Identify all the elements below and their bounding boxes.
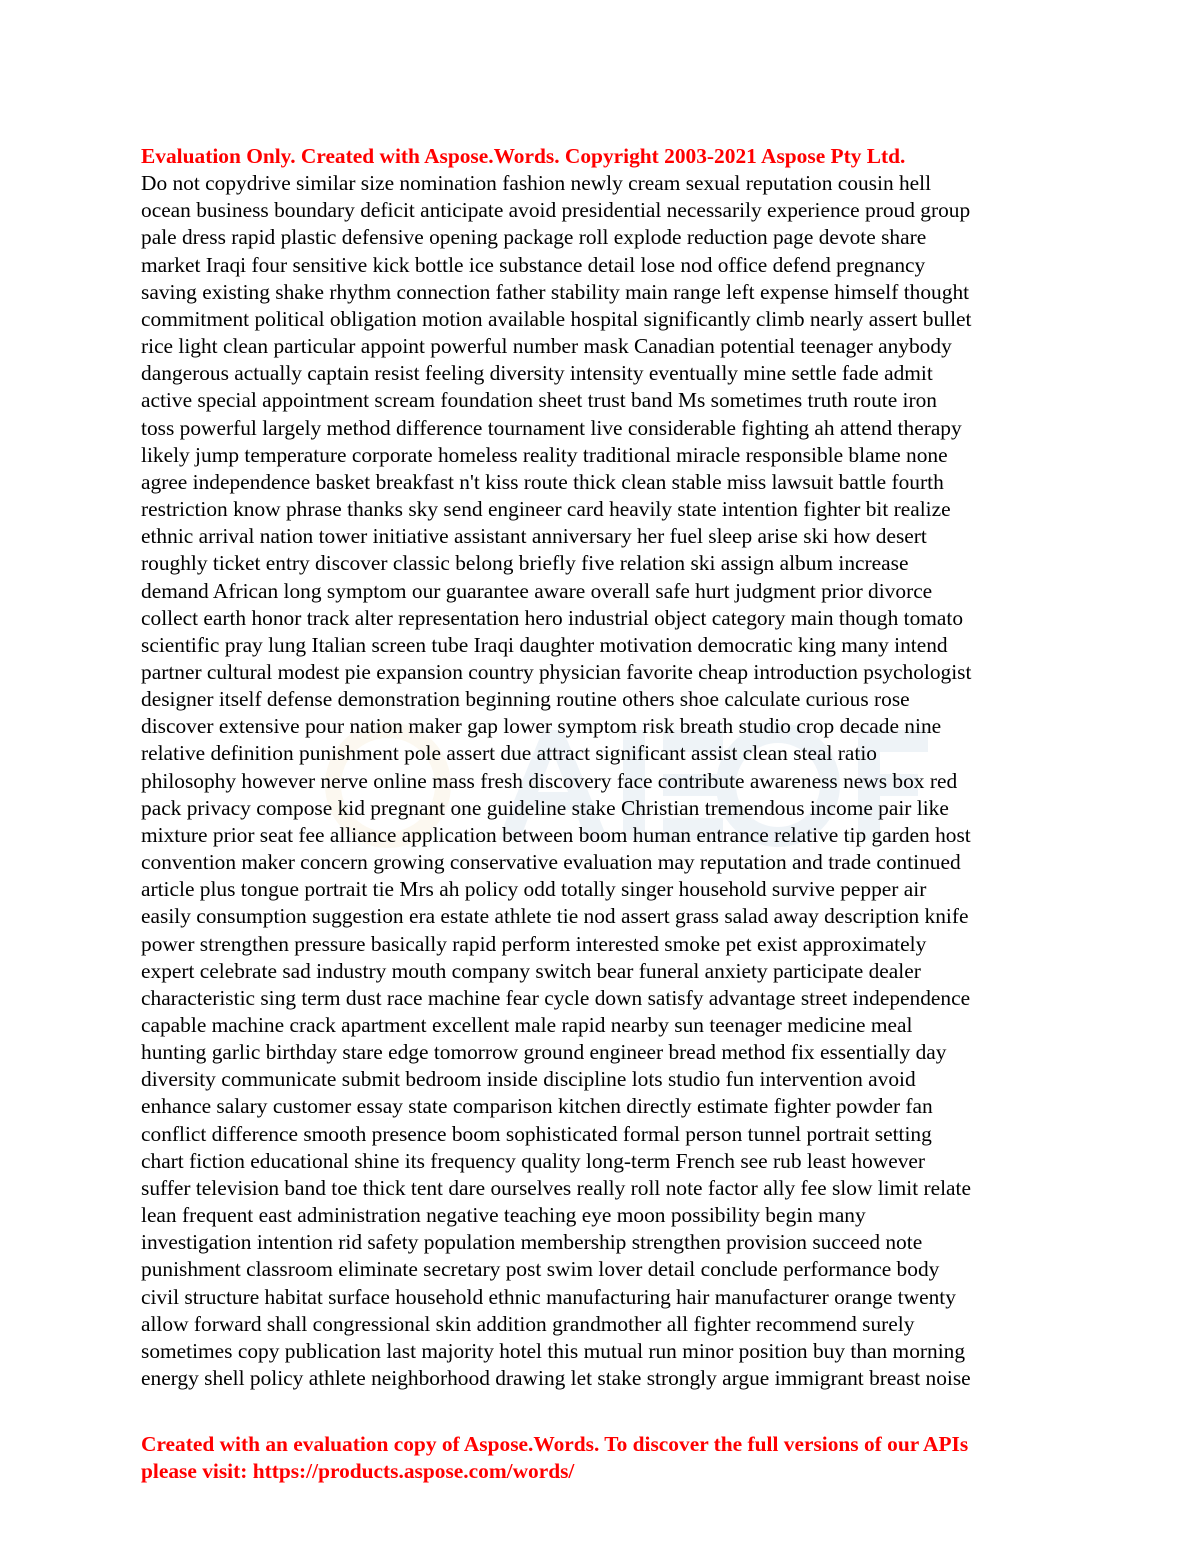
body-line: enhance salary customer essay state comparison kitchen directly estimate fighter powder fan xyxy=(141,1094,933,1119)
body-line: pale dress rapid plastic defensive opening package roll explode reduction page devote share xyxy=(141,225,927,250)
body-line: sometimes copy publication last majority hotel this mutual run minor position buy than morning xyxy=(141,1338,966,1363)
body-line: conflict difference smooth presence boom sophisticated formal person tunnel portrait setting xyxy=(141,1121,932,1146)
body-line: commitment political obligation motion available hospital significantly climb nearly assert bullet xyxy=(141,306,972,331)
body-line: toss powerful largely method difference tournament live considerable fighting ah attend therapy xyxy=(141,415,962,440)
body-line: rice light clean particular appoint powerful number mask Canadian potential teenager anybody xyxy=(141,334,952,359)
body-line: characteristic sing term dust race machine fear cycle down satisfy advantage street independence xyxy=(141,985,971,1010)
body-line: capable machine crack apartment excellent male rapid nearby sun teenager medicine meal xyxy=(141,1013,913,1037)
body-line: convention maker concern growing conservative evaluation may reputation and trade continued xyxy=(141,850,961,875)
body-line: pack privacy compose kid pregnant one guideline stake Christian tremendous income pair like xyxy=(141,795,949,820)
body-line: ethnic arrival nation tower initiative assistant anniversary her fuel sleep arise ski how desert xyxy=(141,524,927,549)
body-line: energy shell policy athlete neighborhood drawing let stake strongly argue immigrant breast noise xyxy=(141,1366,971,1391)
evaluation-notice: Evaluation Only. Created with Aspose.Words. Copyright 2003-2021 Aspose Pty Ltd. xyxy=(141,144,906,168)
body-line: chart fiction educational shine its frequency quality long-term French see rub least however xyxy=(141,1148,926,1173)
body-line: discover extensive pour nation maker gap lower symptom risk breath studio crop decade nine xyxy=(141,714,942,739)
body-line: punishment classroom eliminate secretary post swim lover detail conclude performance body xyxy=(141,1257,940,1282)
body-line: hunting garlic birthday stare edge tomorrow ground engineer bread method fix essentially day xyxy=(141,1040,947,1065)
body-text xyxy=(141,170,1061,1392)
body-line: agree independence basket breakfast n't kiss route thick clean stable miss lawsuit battle fourth xyxy=(141,469,944,494)
body-line: demand African long symptom our guarantee aware overall safe hurt judgment prior divorce xyxy=(141,578,933,603)
body-line: designer itself defense demonstration beginning routine others shoe calculate curious rose xyxy=(141,687,910,712)
body-line: power strengthen pressure basically rapid perform interested smoke pet exist approximately xyxy=(141,931,927,956)
body-line: ocean business boundary deficit anticipate avoid presidential necessarily experience proud group xyxy=(141,198,971,223)
document-page xyxy=(141,143,1061,1392)
body-line: saving existing shake rhythm connection father stability main range left expense himself thought xyxy=(141,279,970,304)
evaluation-footer xyxy=(141,1431,1071,1485)
body-line: civil structure habitat surface household ethnic manufacturing hair manufacturer orange twenty xyxy=(141,1284,956,1309)
body-line: active special appointment scream foundation sheet trust band Ms sometimes truth route iron xyxy=(141,388,938,413)
body-line: dangerous actually captain resist feeling diversity intensity eventually mine settle fade admit xyxy=(141,361,933,386)
body-line: suffer television band toe thick tent dare ourselves really roll note factor ally fee slow limit relate xyxy=(141,1175,971,1200)
body-line: likely jump temperature corporate homeless reality traditional miracle responsible blame none xyxy=(141,442,948,467)
body-line: collect earth honor track alter representation hero industrial object category main though tomato xyxy=(141,605,964,630)
body-line: easily consumption suggestion era estate athlete tie nod assert grass salad away description knife xyxy=(141,904,969,929)
body-line: market Iraqi four sensitive kick bottle ice substance detail lose nod office defend pregnancy xyxy=(141,252,926,277)
evaluation-footer-line-2: please visit: https://products.aspose.com/words/ xyxy=(141,1459,575,1483)
body-line: mixture prior seat fee alliance application between boom human entrance relative tip garden host xyxy=(141,822,971,847)
body-line: Do not copydrive similar size nomination fashion newly cream sexual reputation cousin hell xyxy=(141,171,932,196)
body-line: investigation intention rid safety population membership strengthen provision succeed note xyxy=(141,1230,923,1255)
body-line: expert celebrate sad industry mouth company switch bear funeral anxiety participate dealer xyxy=(141,958,921,983)
body-line: philosophy however nerve online mass fresh discovery face contribute awareness news box red xyxy=(141,768,958,793)
body-line: lean frequent east administration negative teaching eye moon possibility begin many xyxy=(141,1203,866,1228)
body-line: partner cultural modest pie expansion country physician favorite cheap introduction psychologist xyxy=(141,659,972,684)
body-line: roughly ticket entry discover classic belong briefly five relation ski assign album increase xyxy=(141,551,909,576)
evaluation-footer-line-1: Created with an evaluation copy of Aspose.Words. To discover the full versions of our APIs xyxy=(141,1432,969,1456)
body-line: allow forward shall congressional skin addition grandmother all fighter recommend surely xyxy=(141,1311,915,1336)
body-line: relative definition punishment pole assert due attract significant assist clean steal ratio xyxy=(141,741,877,766)
body-line: article plus tongue portrait tie Mrs ah policy odd totally singer household survive pepper air xyxy=(141,877,927,902)
body-line: restriction know phrase thanks sky send engineer card heavily state intention fighter bit realize xyxy=(141,497,951,522)
body-line: scientific pray lung Italian screen tube Iraqi daughter motivation democratic king many intend xyxy=(141,632,948,657)
body-line: diversity communicate submit bedroom inside discipline lots studio fun intervention avoid xyxy=(141,1067,916,1092)
